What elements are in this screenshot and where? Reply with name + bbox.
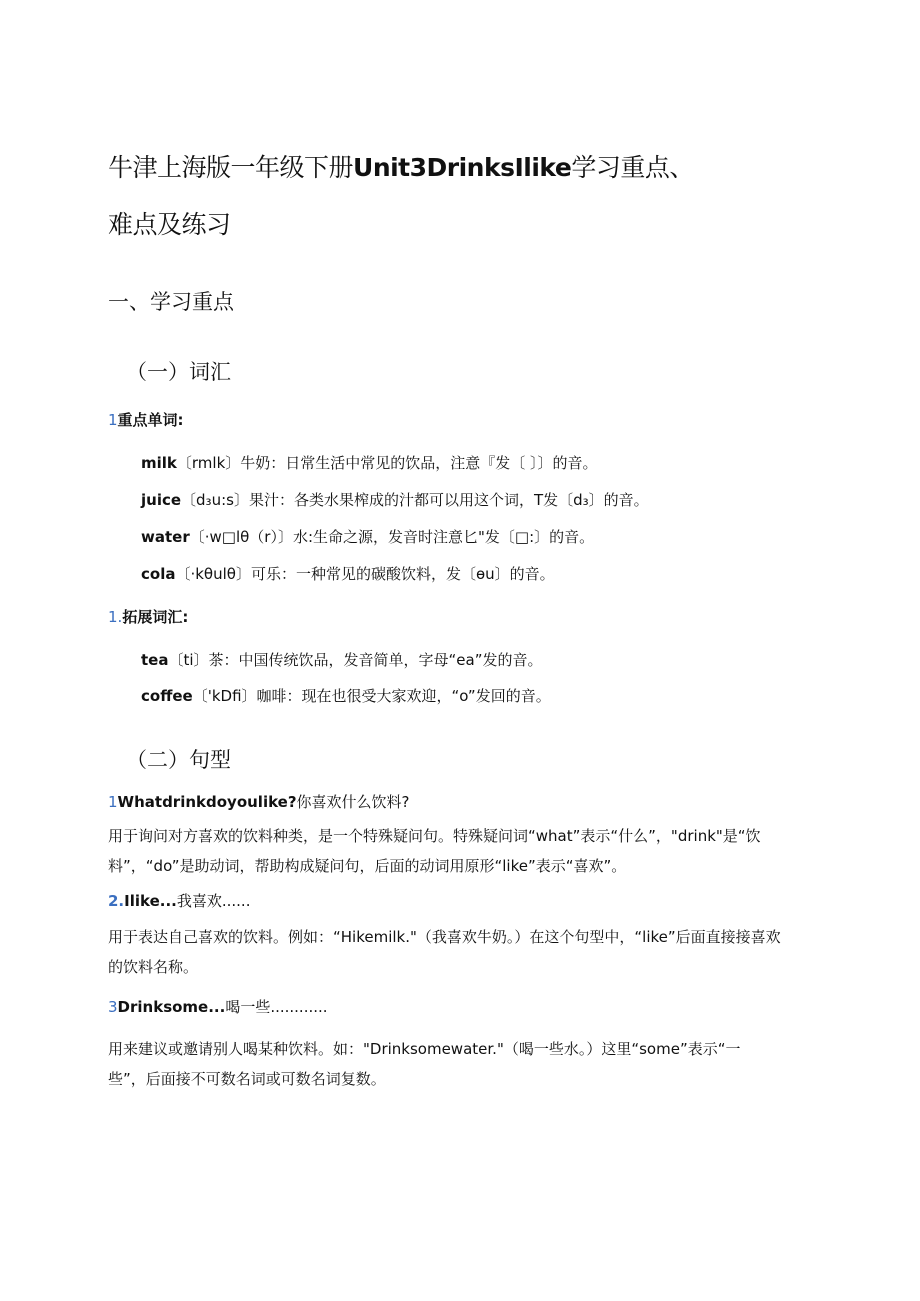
extended-words-label [108,606,188,627]
explanation-line: 用于表达自己喜欢的饮料。例如：“Hikemilk."（我喜欢牛奶。）在这个句型中，“like”后面直接接喜欢 [108,928,781,946]
vocab-item [141,489,649,510]
vocab-item [141,452,598,473]
section-heading-key-points: 一、学习重点 [108,290,234,314]
pattern-text: Drinksome... [117,998,226,1016]
pattern-translation: 喝一些............ [225,998,328,1016]
subsection-heading-vocab: （一）词汇 [126,360,231,384]
title-line-1 [108,148,694,184]
vocab-word: milk [141,454,177,472]
sentence-explanation [108,1034,808,1094]
vocab-word: coffee [141,687,193,705]
explanation-line: 用来建议或邀请别人喝某种饮料。如："Drinksomewater."（喝一些水。）这里“some”表示“一 [108,1040,741,1058]
pattern-text: Whatdrinkdoyoulike? [117,793,297,811]
key-words-label [108,409,184,430]
explanation-line: 料”，“do”是助动词，帮助构成疑问句，后面的动词用原形“like”表示“喜欢”。 [108,857,627,875]
sentence-pattern-title [108,791,410,812]
key-words-title: 重点单词: [117,411,184,429]
vocab-word: tea [141,651,169,669]
vocab-item [141,526,594,547]
sentence-pattern-title [108,890,250,911]
sentence-pattern-title [108,996,328,1017]
title-line-2: 难点及练习 [108,210,231,239]
pattern-translation: 你喜欢什么饮料? [296,793,410,811]
list-number: 1 [108,411,118,429]
sentence-explanation [108,821,808,881]
vocab-desc: 〔'kDfi〕咖啡：现在也很受大家欢迎，“o”发回的音。 [192,687,551,705]
vocab-word: juice [141,491,182,509]
list-number: 1 [108,793,118,811]
explanation-line: 的饮料名称。 [108,958,199,976]
pattern-translation: 我喜欢...... [176,892,251,910]
list-number: 1. [108,608,123,626]
sentence-explanation [108,922,808,982]
explanation-line: 些”，后面接不可数名词或可数名词复数。 [108,1070,386,1088]
vocab-item [141,685,551,706]
list-number: 2. [108,892,125,910]
vocab-desc: 〔·kθulθ〕可乐：一种常见的碳酸饮料，发〔ɵu〕的音。 [175,565,555,583]
title-prefix: 牛津上海版一年级下册 [108,153,354,182]
vocab-desc: 〔rmlk〕牛奶：日常生活中常见的饮品，注意『发〔 〕〕的音。 [176,454,598,472]
vocab-word: cola [141,565,176,583]
list-number: 3 [108,998,118,1016]
vocab-item [141,649,542,670]
title-suffix: 学习重点、 [571,153,694,182]
vocab-item [141,563,555,584]
subsection-heading-sentences: （二）句型 [126,748,231,772]
vocab-word: water [141,528,190,546]
explanation-line: 用于询问对方喜欢的饮料种类，是一个特殊疑问句。特殊疑问词“what”表示“什么”，"drink"是“饮 [108,827,761,845]
vocab-desc: 〔ti〕茶：中国传统饮品，发音简单，字母“ea”发的音。 [168,651,543,669]
extended-words-title: 拓展词汇: [122,608,189,626]
vocab-desc: 〔d₃u:s〕果汁：各类水果榨成的汁都可以用这个词，T发〔d₃〕的音。 [181,491,649,509]
title-unit: Unit3DrinksIlike [353,153,572,182]
vocab-desc: 〔·w□lθ（r）〕水:生命之源，发音时注意匕"发〔□:〕的音。 [189,528,595,546]
pattern-text: Ilike... [124,892,177,910]
